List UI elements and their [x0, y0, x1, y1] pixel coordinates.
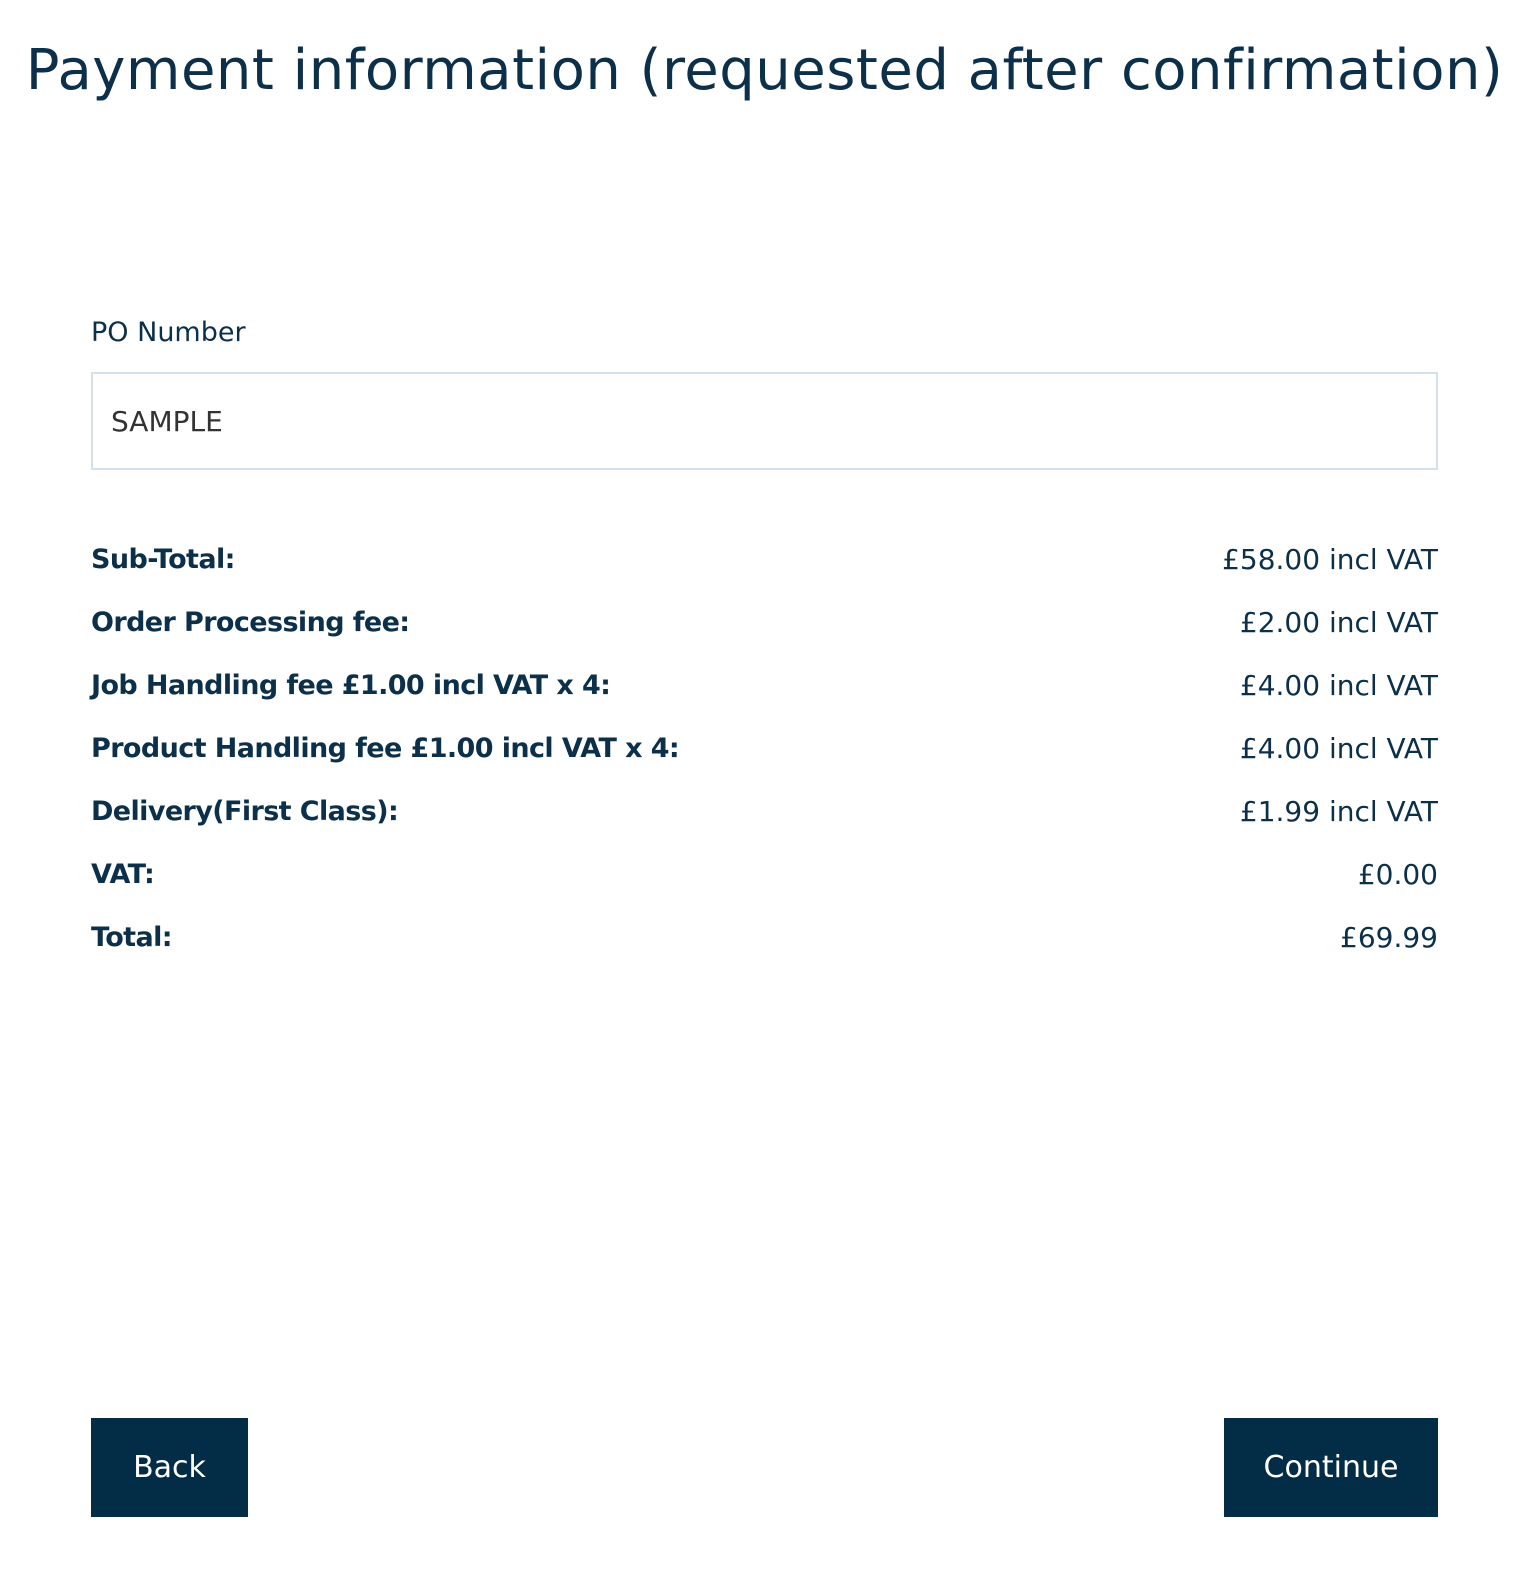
summary-row-order-processing-fee [91, 591, 1438, 654]
summary-value: £4.00 incl VAT [1239, 669, 1438, 702]
summary-value: £58.00 incl VAT [1222, 543, 1438, 576]
summary-label: Order Processing fee: [91, 607, 410, 638]
order-summary [91, 528, 1438, 969]
continue-button[interactable]: Continue [1224, 1418, 1438, 1517]
summary-value: £1.99 incl VAT [1239, 795, 1438, 828]
summary-label: Sub-Total: [91, 544, 235, 575]
page-title: Payment information (requested after confirmation) [25, 38, 1504, 103]
po-number-input[interactable] [91, 372, 1438, 470]
po-number-label: PO Number [91, 317, 246, 348]
summary-label: Product Handling fee £1.00 incl VAT x 4: [91, 733, 680, 764]
summary-value: £69.99 [1340, 921, 1438, 954]
summary-row-job-handling-fee [91, 654, 1438, 717]
summary-value: £4.00 incl VAT [1239, 732, 1438, 765]
summary-row-product-handling-fee [91, 717, 1438, 780]
summary-label: Delivery(First Class): [91, 796, 399, 827]
summary-label: Job Handling fee £1.00 incl VAT x 4: [91, 670, 611, 701]
summary-row-subtotal [91, 528, 1438, 591]
summary-value: £0.00 [1357, 858, 1438, 891]
summary-row-total [91, 906, 1438, 969]
summary-label: Total: [91, 922, 172, 953]
back-button[interactable]: Back [91, 1418, 248, 1517]
summary-label: VAT: [91, 859, 155, 890]
summary-row-delivery [91, 780, 1438, 843]
summary-value: £2.00 incl VAT [1239, 606, 1438, 639]
summary-row-vat [91, 843, 1438, 906]
